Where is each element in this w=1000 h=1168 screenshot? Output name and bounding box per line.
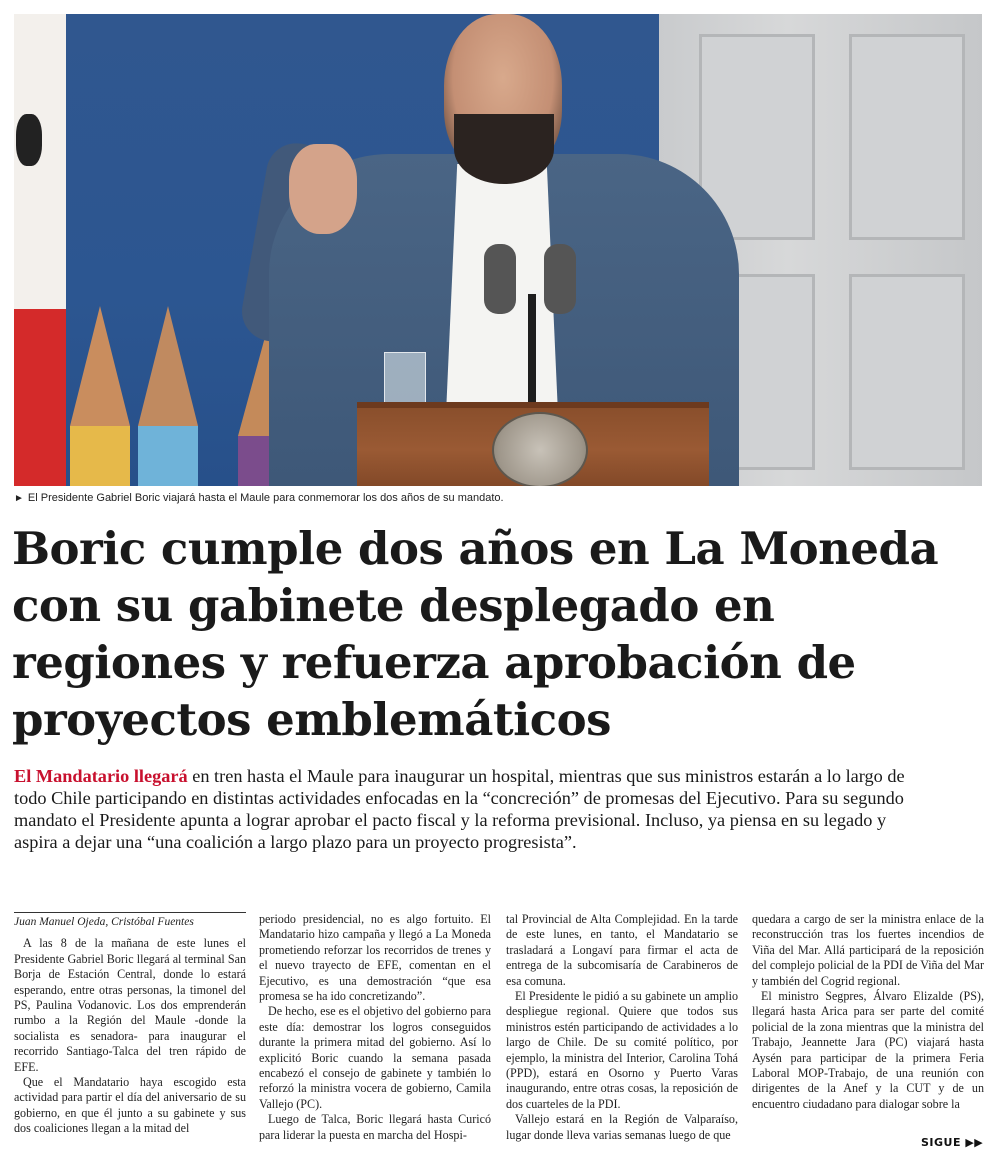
article-column-2 bbox=[259, 912, 491, 1143]
article-paragraph: Vallejo estará en la Región de Valparaíso, lugar donde lleva varias semanas luego de que bbox=[506, 1112, 738, 1142]
caption-text: El Presidente Gabriel Boric viajará hasta el Maule para conmemorar los dos años de su mandato. bbox=[27, 492, 504, 504]
water-glass bbox=[384, 352, 426, 406]
article-paragraph: tal Provincial de Alta Complejidad. En la tarde de este lunes, en tanto, el Mandatario se trasladará a Longaví para firmar el acta de entrega de la subcomisaría de Carabineros de esa comuna. bbox=[506, 912, 738, 988]
speaker-beard bbox=[454, 114, 554, 184]
pencil-decoration bbox=[138, 306, 198, 486]
microphone-icon bbox=[484, 244, 516, 314]
article-paragraph: periodo presidencial, no es algo fortuito. El Mandatario hizo campaña y llegó a La Moneda prometiendo reforzar los recorridos de trenes y el nuevo trayecto de EFE, comentan en el Ejecutivo, es una demostración “que esa promesa se ha ido concretizando”. bbox=[259, 912, 491, 1004]
microphone-stand bbox=[528, 294, 536, 414]
lead-text: en tren hasta el Maule para inaugurar un hospital, mientras que sus ministros estarán a lo largo de todo Chile participando en distintas actividades enfocadas en la “concreción” de promesas del Ejecutivo. Para su segundo mandato el Presidente apunta a lograr aprobar el pacto fiscal y la reforma previsional. Incluso, ya piensa en su legado y aspira a dejar una “una coalición a largo plazo para un proyecto progresista”. bbox=[14, 766, 905, 852]
article-paragraph: quedara a cargo de ser la ministra enlace de la reconstrucción tras los fuertes incendios de Viña del Mar. Allá participará de la reposición del complejo policial de la PDI de Viña del Mar y también del Cogrid regional. bbox=[752, 912, 984, 988]
article-column-4 bbox=[752, 912, 984, 1112]
microphone-icon bbox=[544, 244, 576, 314]
lead-paragraph bbox=[14, 765, 924, 853]
chile-flag bbox=[14, 14, 66, 486]
lead-kicker: El Mandatario llegará bbox=[14, 766, 188, 786]
pencil-decoration bbox=[70, 306, 130, 486]
lead-photo bbox=[14, 14, 982, 486]
article-paragraph: De hecho, ese es el objetivo del gobierno para este día: demostrar los logros conseguidos durante la primera mitad del gobierno. Así lo explicitó Boric cuando la semana pasada encabezó el consejo de gabinete y también lo reforzó la ministra vocera de gobierno, Camila Vallejo (PC). bbox=[259, 1004, 491, 1111]
article-paragraph: A las 8 de la mañana de este lunes el Presidente Gabriel Boric llegará al terminal San Borja de Estación Central, donde lo estará esperando, entre otras personas, la timonel del PS, Paulina Vodanovic. Los dos emprenderán rumbo a la Región del Maule -donde la socialista es senadora- para inaugurar el recorrido Santiago-Talca del tren rápido de EFE. bbox=[14, 936, 246, 1074]
article-column-1 bbox=[14, 912, 246, 1137]
raised-hand bbox=[289, 144, 357, 234]
photo-caption bbox=[14, 492, 504, 504]
headline: Boric cumple dos años en La Moneda con su gabinete desplegado en regiones y refuerza aprobación de proyectos emblemáticos bbox=[12, 522, 939, 746]
article-paragraph: El ministro Segpres, Álvaro Elizalde (PS), llegará hasta Arica para ser parte del comité policial de la zona mientras que la ministra del Trabajo, Jeannette Jara (PC) viajará hasta Aysén para participar de la primera Feria Laboral MOP-Trabajo, de una reunión con dirigentes de la Anef y la CUT y de un encuentro ciudadano para dialogar sobre la bbox=[752, 989, 984, 1111]
article-paragraph: Luego de Talca, Boric llegará hasta Curicó para liderar la puesta en marcha del Hospi- bbox=[259, 1112, 491, 1142]
article-paragraph: Que el Mandatario haya escogido esta actividad para partir el día del aniversario de su gobierno, en que él junto a su gabinete y sus dos coaliciones llegan a la mitad del bbox=[14, 1075, 246, 1136]
byline: Juan Manuel Ojeda, Cristóbal Fuentes bbox=[14, 912, 246, 930]
continued-label: SIGUE ▶▶ bbox=[921, 1136, 984, 1149]
republic-seal bbox=[492, 412, 588, 486]
caption-marker-icon: ► bbox=[14, 493, 24, 504]
article-paragraph: El Presidente le pidió a su gabinete un amplio despliegue regional. Quiere que todos sus ministros estén participando de actividades a lo largo de Chile. De su comité político, por ejemplo, la ministra del Interior, Carolina Tohá (PPD), estará en Osorno y Puerto Varas inaugurando, entre otras cosas, la reposición de dos cuarteles de la PDI. bbox=[506, 989, 738, 1111]
article-column-3 bbox=[506, 912, 738, 1143]
